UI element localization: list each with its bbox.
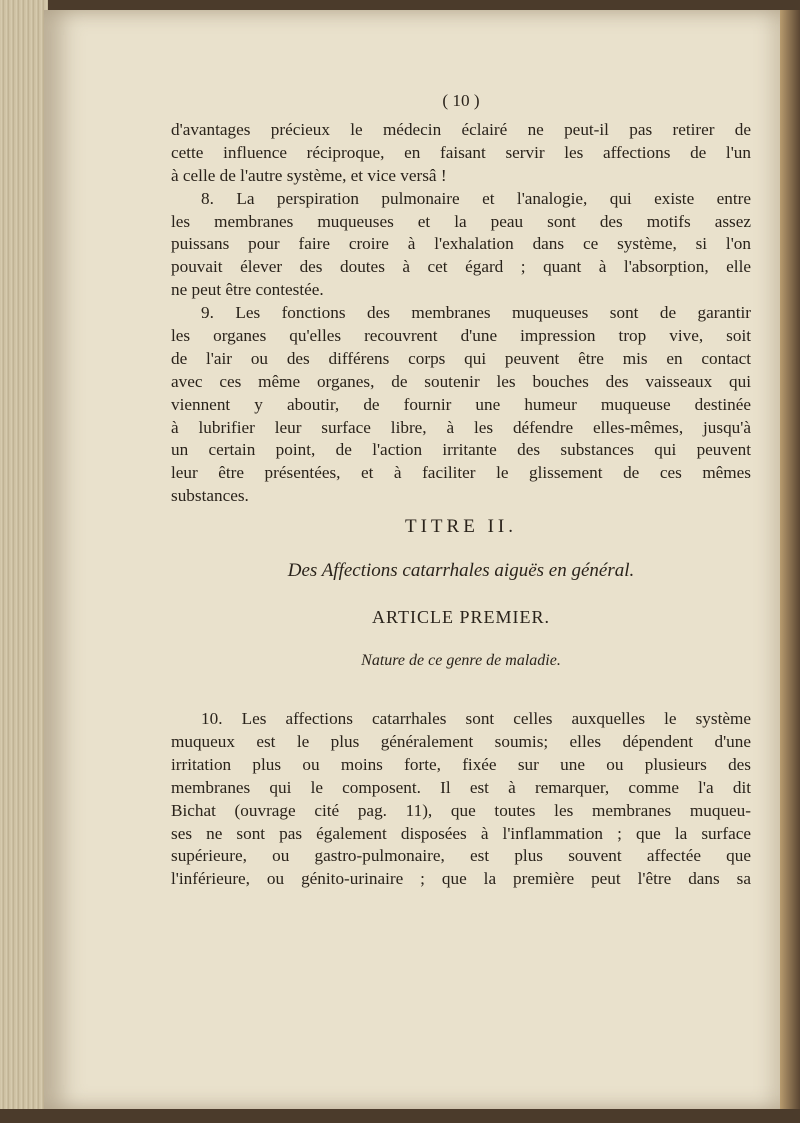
text-line: à celle de l'autre système, et vice versâ ! — [171, 165, 447, 185]
text-line: muqueux est le plus généralement soumis; elles dépendent d'une — [171, 732, 751, 752]
text-line: 8. La perspiration pulmonaire et l'analogie, qui existe entre — [201, 188, 751, 208]
text-line: irritation plus ou moins forte, fixée sur une ou plusieurs des — [171, 754, 751, 774]
text-line: puissans pour faire croire à l'exhalation dans ce système, si l'on — [171, 234, 751, 254]
text-line: d'avantages précieux le médecin éclairé ne peut-il pas retirer de — [171, 120, 751, 139]
text-line: viennent y aboutir, de fournir une humeur muqueuse destinée — [171, 394, 751, 414]
text-line: substances. — [171, 486, 249, 506]
section-subtitle: Des Affections catarrhales aiguës en général. — [287, 560, 635, 582]
text-line: supérieure, ou gastro-pulmonaire, est plus souvent affectée que — [171, 846, 751, 866]
text-line: leur être présentées, et à faciliter le glissement de ces mêmes — [171, 463, 751, 483]
book-page-edges — [0, 0, 48, 1123]
book-bottom-edge — [0, 1109, 800, 1123]
page-text — [171, 90, 751, 891]
text-line: les membranes muqueuses et la peau sont des motifs assez — [171, 211, 751, 231]
text-line: à lubrifier leur surface libre, à les défendre elles-mêmes, jusqu'à — [171, 417, 751, 437]
page-number: ( 10 ) — [442, 91, 480, 110]
text-line: 10. Les affections catarrhales sont celles auxquelles le système — [201, 709, 751, 729]
text-line: Bichat (ouvrage cité pag. 11), que toutes les membranes muqueu- — [171, 800, 751, 820]
text-line: cette influence réciproque, en faisant servir les affections de l'un — [171, 142, 751, 162]
article-subheading: Nature de ce genre de maladie. — [361, 652, 561, 670]
text-line: membranes qui le composent. Il est à remarquer, comme l'a dit — [171, 777, 751, 797]
text-line: 9. Les fonctions des membranes muqueuses sont de garantir — [201, 303, 751, 323]
article-heading: ARTICLE PREMIER. — [372, 607, 550, 628]
text-line: ses ne sont pas également disposées à l'inflammation ; que la surface — [171, 823, 751, 843]
text-line: avec ces même organes, de soutenir les bouches des vaisseaux qui — [171, 371, 751, 391]
book-right-edge — [780, 10, 800, 1110]
text-line: l'inférieure, ou génito-urinaire ; que la première peut l'être dans sa — [171, 869, 751, 889]
text-line: un certain point, de l'action irritante des substances qui peuvent — [171, 440, 751, 460]
text-line: ne peut être contestée. — [171, 280, 324, 300]
text-line: pouvait élever des doutes à cet égard ; quant à l'absorption, elle — [171, 257, 751, 277]
text-line: de l'air ou des différens corps qui peuvent être mis en contact — [171, 348, 751, 368]
section-title: TITRE II. — [405, 516, 517, 538]
text-line: les organes qu'elles recouvrent d'une impression trop vive, soit — [171, 326, 751, 346]
